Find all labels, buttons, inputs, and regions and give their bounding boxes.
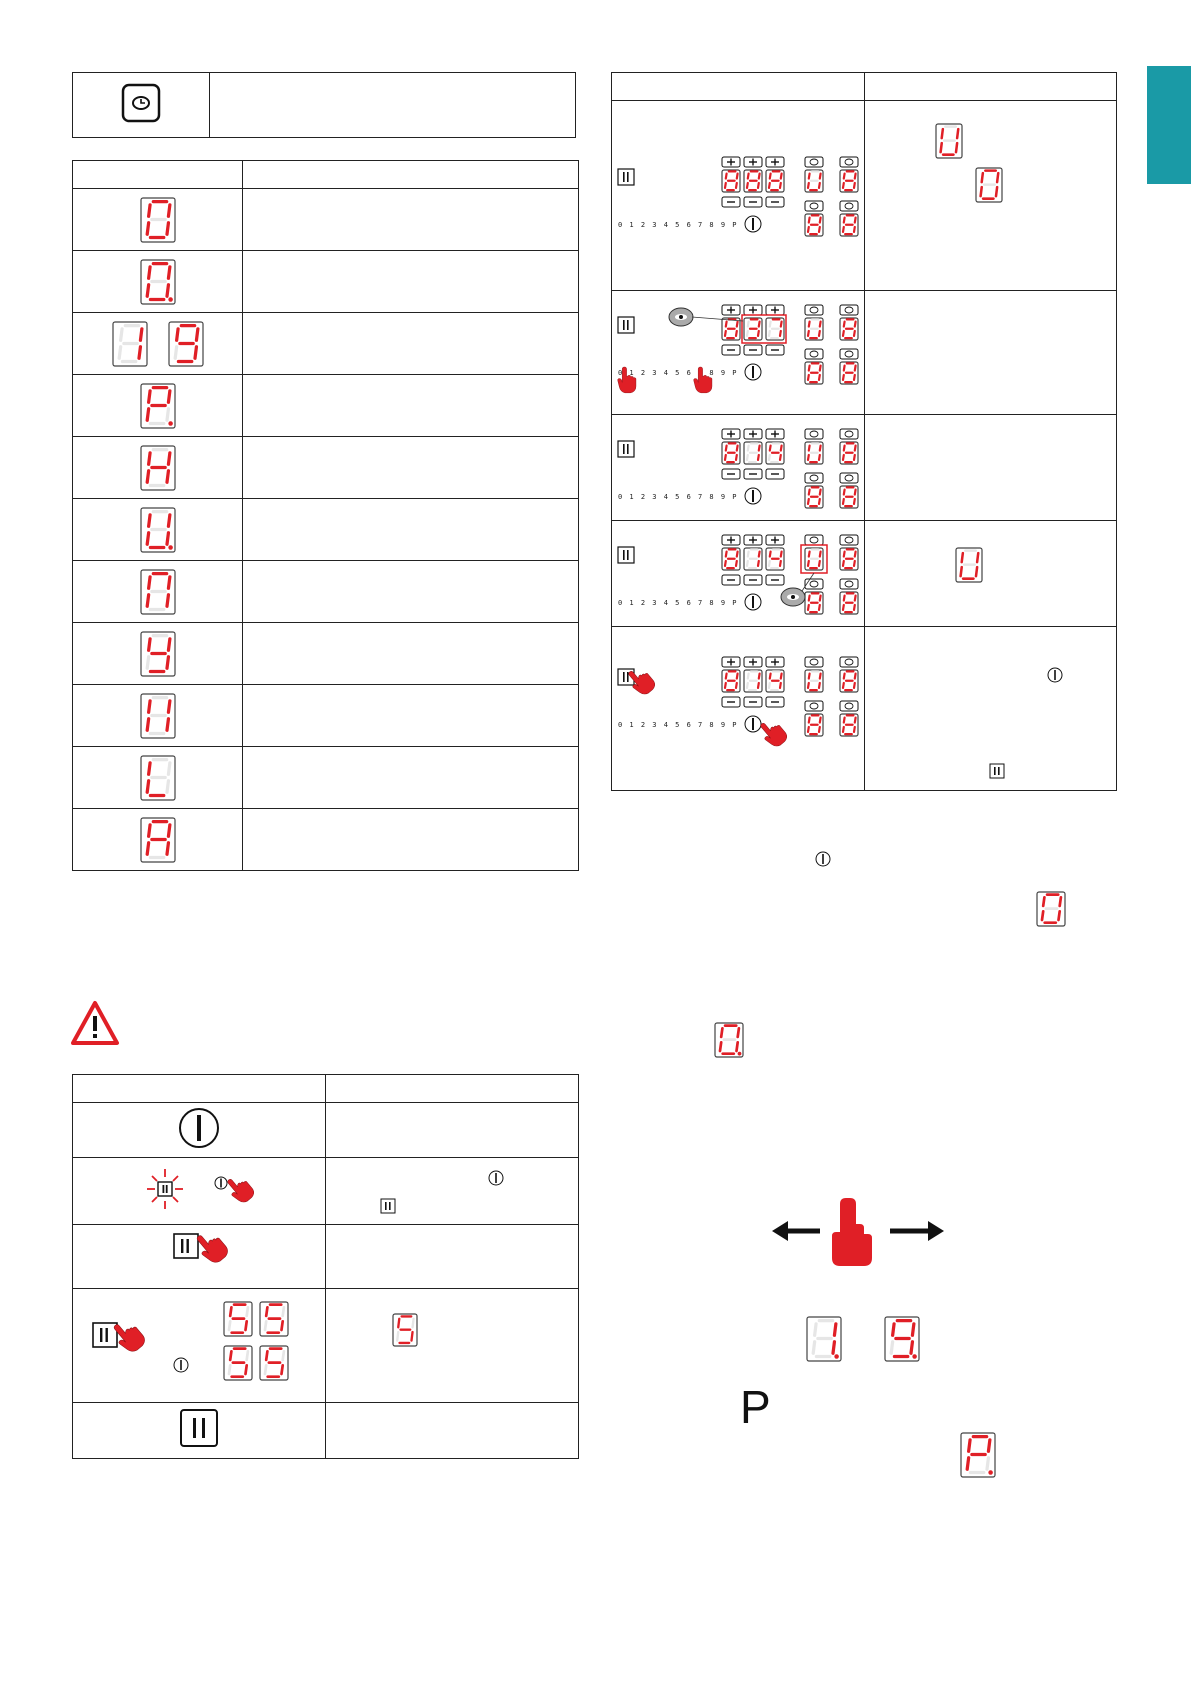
display-9	[884, 1316, 920, 1362]
procedure-step-4-text	[865, 521, 1117, 627]
display-glyph-cell	[73, 189, 243, 251]
safety-row-power-text	[326, 1103, 579, 1158]
pause-blinking-icon	[139, 1163, 259, 1215]
seven-segment-display	[140, 755, 176, 801]
display-table-row	[73, 375, 579, 437]
control-panel-illustration	[612, 521, 865, 627]
display-5-note	[392, 1313, 418, 1347]
display-table-row	[73, 313, 579, 375]
procedure-header-1	[612, 73, 865, 101]
display-5-5-bottom	[223, 1345, 289, 1381]
display-p	[960, 1432, 996, 1478]
display-glyph-cell	[73, 375, 243, 437]
control-panel-illustration	[612, 101, 865, 291]
seven-segment-display	[112, 321, 148, 367]
display-glyph-cell	[73, 809, 243, 871]
display-table-row	[73, 809, 579, 871]
display-meaning-cell	[243, 189, 579, 251]
seven-segment-display	[140, 693, 176, 739]
timer-table	[72, 72, 576, 138]
display-table-row	[73, 251, 579, 313]
power-small-icon	[815, 851, 831, 867]
display-table-row	[73, 561, 579, 623]
pause-small-icon	[380, 1198, 396, 1214]
display-meaning-cell	[243, 809, 579, 871]
safety-table-header-1	[73, 1075, 326, 1103]
procedure-table	[611, 72, 1117, 791]
display-glyph-cell	[73, 623, 243, 685]
display-glyph-cell	[73, 437, 243, 499]
warning-triangle-icon	[70, 1000, 120, 1046]
display-meaning-cell	[243, 685, 579, 747]
procedure-header-2	[865, 73, 1117, 101]
procedure-step-2-text	[865, 291, 1117, 415]
display-u	[955, 547, 983, 583]
seven-segment-display	[140, 507, 176, 553]
safety-row-display-text	[326, 1289, 579, 1403]
procedure-step-3-panel	[612, 415, 865, 521]
display-glyph-cell	[73, 685, 243, 747]
display-meaning-cell	[243, 313, 579, 375]
seven-segment-display	[140, 197, 176, 243]
display-glyph-cell	[73, 313, 243, 375]
seven-segment-display	[140, 383, 176, 429]
procedure-step-3-text	[865, 415, 1117, 521]
display-table-row	[73, 189, 579, 251]
seven-segment-display	[140, 445, 176, 491]
timer-icon-cell	[73, 73, 210, 138]
display-meaning-cell	[243, 251, 579, 313]
display-table-header-2	[243, 161, 579, 189]
power-icon	[178, 1107, 220, 1149]
display-1	[806, 1316, 842, 1362]
display-0-dot	[714, 1022, 744, 1058]
display-glyph-cell	[73, 561, 243, 623]
section-tab	[1147, 66, 1191, 184]
display-meaning-cell	[243, 499, 579, 561]
control-panel-illustration	[612, 627, 865, 791]
safety-table-header-2	[326, 1075, 579, 1103]
svg-text:0 1 2 3 4 5 6 7 8 9 P: 0 1 2 3 4 5 6 7 8 9 P	[618, 599, 739, 607]
display-5-5-top	[223, 1301, 289, 1337]
safety-row-pause	[73, 1403, 326, 1459]
display-meaning-cell	[243, 747, 579, 809]
safety-row-pause-text	[326, 1403, 579, 1459]
display-table-row	[73, 499, 579, 561]
procedure-step-5-panel	[612, 627, 865, 791]
display-table-row	[73, 747, 579, 809]
program-letter: P	[740, 1381, 771, 1433]
safety-table	[72, 1074, 579, 1459]
safety-row-display	[73, 1289, 326, 1403]
svg-text:0 1 2 3 4 5 6 7 8 9 P: 0 1 2 3 4 5 6 7 8 9 P	[618, 721, 739, 729]
safety-row-pause-press-text	[326, 1225, 579, 1289]
display-table	[72, 160, 579, 871]
safety-row-blink-text	[326, 1158, 579, 1225]
display-glyph-cell	[73, 251, 243, 313]
control-panel-illustration	[612, 415, 865, 521]
pause-icon	[179, 1408, 219, 1448]
display-glyph-cell	[73, 747, 243, 809]
display-0	[975, 167, 1003, 203]
display-table-row	[73, 437, 579, 499]
swipe-gesture-icon	[770, 1196, 946, 1266]
timer-text-cell	[210, 73, 576, 138]
seven-segment-display	[140, 569, 176, 615]
procedure-step-2-panel	[612, 291, 865, 415]
svg-text:0 1 2 3 4 5 6 7 8 9 P: 0 1 2 3 4 5 6 7 8 9 P	[618, 493, 739, 501]
svg-text:0 1 2 3 4 5 6 7 8 9 P: 0 1 2 3 4 5 6 7 8 9 P	[618, 221, 739, 229]
power-small-icon	[488, 1170, 504, 1186]
display-meaning-cell	[243, 437, 579, 499]
pause-press-icon	[164, 1230, 234, 1278]
display-0	[1036, 891, 1066, 927]
safety-row-pause-press	[73, 1225, 326, 1289]
procedure-step-4-panel	[612, 521, 865, 627]
seven-segment-display	[140, 631, 176, 677]
procedure-step-5-text	[865, 627, 1117, 791]
display-table-row	[73, 623, 579, 685]
seven-segment-display	[140, 817, 176, 863]
procedure-step-1-text	[865, 101, 1117, 291]
display-table-header-1	[73, 161, 243, 189]
safety-row-power	[73, 1103, 326, 1158]
display-table-row	[73, 685, 579, 747]
power-small-icon	[1047, 667, 1063, 683]
seven-segment-display	[168, 321, 204, 367]
display-meaning-cell	[243, 561, 579, 623]
display-glyph-cell	[73, 499, 243, 561]
display-u	[935, 123, 963, 159]
procedure-step-1-panel	[612, 101, 865, 291]
seven-segment-display	[140, 259, 176, 305]
display-meaning-cell	[243, 375, 579, 437]
display-meaning-cell	[243, 623, 579, 685]
pause-small-icon	[989, 763, 1005, 779]
svg-text:0 1 2 3 4 5 6 7 8 9 P: 0 1 2 3 4 5 6 7 8 9 P	[618, 369, 739, 377]
control-panel-illustration	[612, 291, 865, 415]
timer-icon	[121, 83, 161, 123]
safety-row-blink	[73, 1158, 326, 1225]
